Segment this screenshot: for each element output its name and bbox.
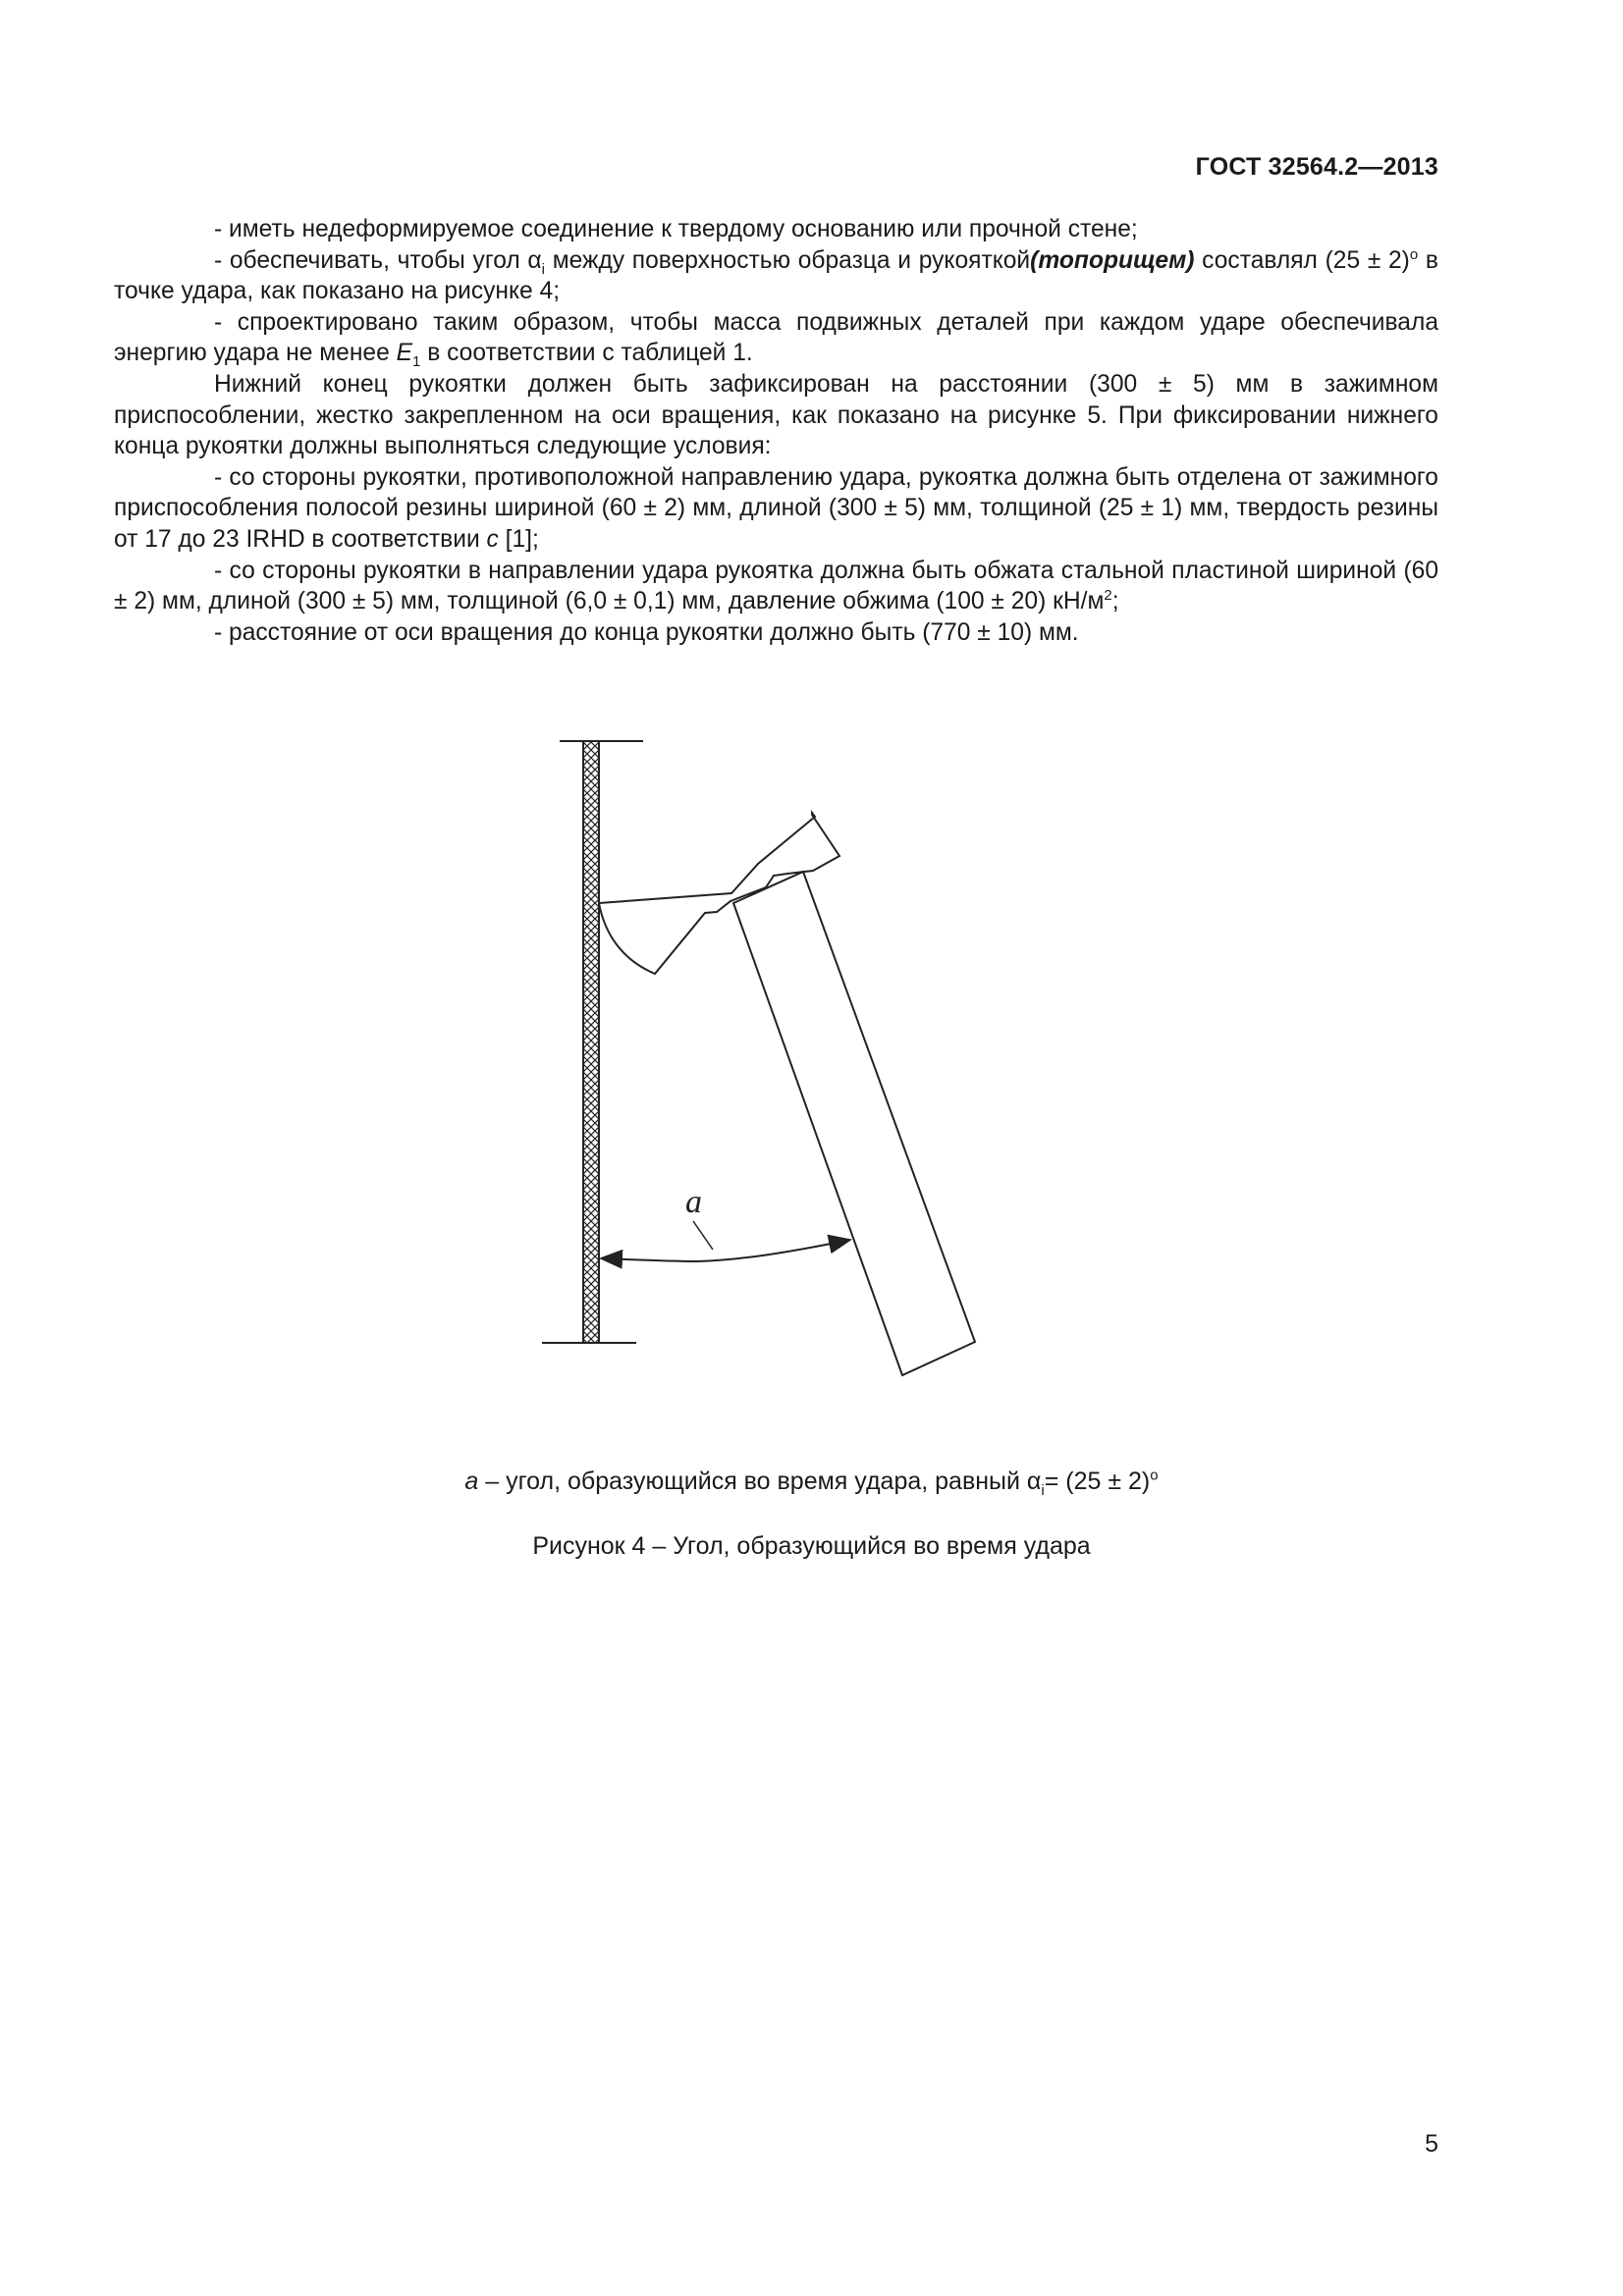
paragraph-1: - иметь недеформируемое соединение к твердому основанию или прочной стене; <box>214 216 1138 242</box>
paragraph-4: Нижний конец рукоятки должен быть зафиксирован на расстоянии (300 ± 5) мм в зажимном приспособлении, жестко закрепленном на оси вращения, как показано на рисунке 5. При фиксировании нижнего конца рукоятки должны выполняться следующие условия: <box>114 370 1438 460</box>
paragraph-2: - обеспечивать, чтобы угол $\alpha_i$ между поверхностью образца и рукояткой(топорищем) составлял $(25 \pm 2)^o$ в точке удара, как показано на рисунке 4; <box>114 245 1438 305</box>
figure-legend: a – угол, образующийся во время удара, равный $\alpha_i= (25 \pm 2)^o$ <box>464 1467 1159 1499</box>
angle-label: a <box>685 1184 702 1220</box>
angle-arc <box>697 1240 850 1261</box>
angle-label-leader <box>693 1221 713 1250</box>
paragraph-6: - со стороны рукоятки в направлении удара рукоятка должна быть обжата стальной пластиной шириной (60 ± 2) мм, длиной (300 ± 5) мм, толщиной (6,0 ± 0,1) мм, давление обжима (100 ± 20) $кН/м^2$; <box>114 557 1438 615</box>
specimen-wall <box>583 741 599 1343</box>
paragraph-5: - со стороны рукоятки, противоположной направлению удара, рукоятка должна быть отделена от зажимного приспособления полосой резины шириной (60 ± 2) мм, длиной (300 ± 5) мм, толщиной (25 ± 1) мм, твердость резины от 17 до 23 IRHD в соответствии с [1]; <box>114 463 1438 553</box>
body-text <box>114 214 1438 648</box>
axe-handle <box>733 872 975 1375</box>
paragraph-7: - расстояние от оси вращения до конца рукоятки должно быть (770 ± 10) мм. <box>214 618 1079 646</box>
angle-arc-left <box>601 1258 697 1261</box>
emphasis-term: (топорищем) <box>1030 246 1195 274</box>
figure-4-diagram <box>520 726 1109 1404</box>
figure-title: Рисунок 4 – Угол, образующийся во время удара <box>532 1532 1091 1560</box>
page-number: 5 <box>1425 2130 1438 2158</box>
document-header: ГОСТ 32564.2—2013 <box>1195 153 1438 181</box>
paragraph-3: - спроектировано таким образом, чтобы масса подвижных деталей при каждом ударе обеспечивала энергию удара не менее $E_1$ в соответствии с таблицей 1. <box>114 308 1438 371</box>
